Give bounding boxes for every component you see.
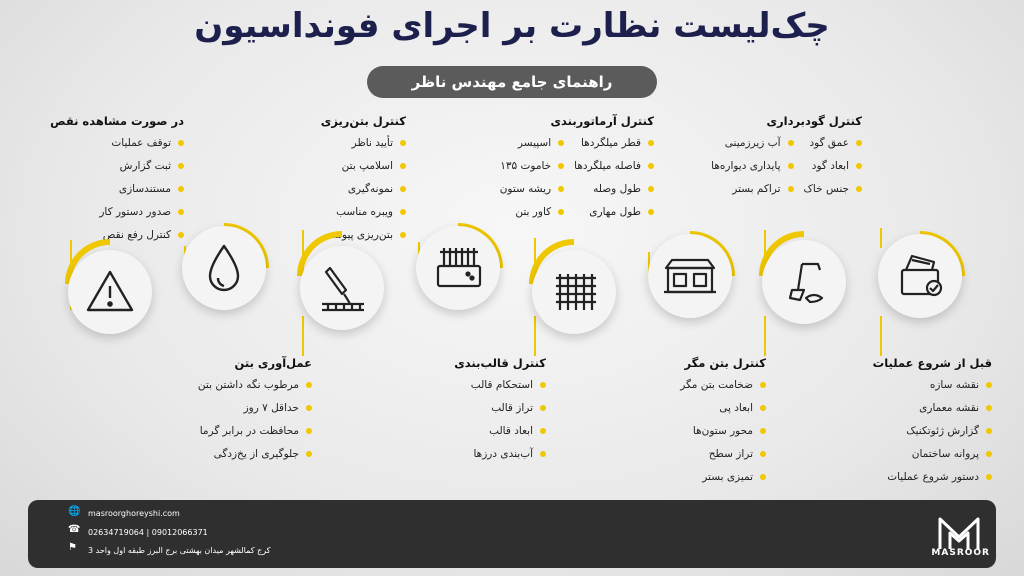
list-item: کنترل رفع نقص <box>50 224 184 247</box>
section-excavation <box>711 114 862 201</box>
list-item: پروانه ساختمان <box>873 443 992 466</box>
section-rebar <box>500 114 654 224</box>
node-formwork <box>416 226 500 310</box>
list-item: کاور بتن <box>500 201 564 224</box>
section-curing <box>198 356 312 466</box>
list-item: مستندسازی <box>50 178 184 201</box>
list-item: تأیید ناظر <box>321 132 406 155</box>
list-item: پایداری دیواره‌ها <box>711 155 793 178</box>
list-item: ویبره مناسب <box>321 201 406 224</box>
phone-icon: ☎ <box>68 524 81 535</box>
list-item: جنس خاک <box>804 178 862 201</box>
footer-website[interactable]: masroorghoreyshi.com <box>88 509 180 518</box>
list-item: ابعاد پی <box>680 397 766 420</box>
list-item: نقشه سازه <box>873 374 992 397</box>
section-title: کنترل بتن مگر <box>684 356 766 370</box>
list-item: ریشه ستون <box>500 178 564 201</box>
list-item: فاصله میلگردها <box>574 155 654 178</box>
list-item: ابعاد قالب <box>454 420 546 443</box>
list-item: حداقل ۷ روز <box>198 397 312 420</box>
node-lean-concrete <box>648 234 732 318</box>
list-item: اسپیسر <box>500 132 564 155</box>
section-title: کنترل بتن‌ریزی <box>320 114 406 128</box>
list-item: تراکم بستر <box>711 178 793 201</box>
section-before-start <box>873 356 992 489</box>
node-curing <box>182 226 266 310</box>
list-item: صدور دستور کار <box>50 201 184 224</box>
excavator-icon <box>762 240 846 324</box>
section-lean-concrete <box>680 356 766 489</box>
list-item: اسلامپ بتن <box>321 155 406 178</box>
list-item: تمیزی بستر <box>680 466 766 489</box>
lean-concrete-icon <box>648 234 732 318</box>
node-pouring <box>300 246 384 330</box>
formwork-icon <box>416 226 500 310</box>
list-item: مرطوب نگه داشتن بتن <box>198 374 312 397</box>
water-drop-icon <box>182 226 266 310</box>
list-item: خاموت ۱۳۵ <box>500 155 564 178</box>
page-subtitle: راهنمای جامع مهندس ناظر <box>367 66 657 98</box>
list-item: طول مهاری <box>574 201 654 224</box>
node-excavation <box>762 240 846 324</box>
list-item: جلوگیری از یخ‌زدگی <box>198 443 312 466</box>
list-item: محور ستون‌ها <box>680 420 766 443</box>
rebar-grid-icon <box>532 250 616 334</box>
footer-phone[interactable]: 02634719064 | 09012066371 <box>88 528 208 537</box>
section-title: در صورت مشاهده نقص <box>50 114 184 128</box>
section-defects <box>50 114 184 247</box>
list-item: بتن‌ریزی پیوسته <box>321 224 406 247</box>
list-item: نمونه‌گیری <box>321 178 406 201</box>
warning-icon <box>68 250 152 334</box>
list-item: توقف عملیات <box>50 132 184 155</box>
list-item: عمق گود <box>804 132 862 155</box>
section-title: کنترل قالب‌بندی <box>454 356 546 370</box>
section-title: عمل‌آوری بتن <box>234 356 312 370</box>
node-rebar <box>532 250 616 334</box>
list-item: آب زیرزمینی <box>711 132 793 155</box>
list-item: تراز قالب <box>454 397 546 420</box>
section-title: کنترل گودبرداری <box>766 114 862 128</box>
list-item: نقشه معماری <box>873 397 992 420</box>
node-before-start <box>878 234 962 318</box>
list-item: دستور شروع عملیات <box>873 466 992 489</box>
list-item: قطر میلگردها <box>574 132 654 155</box>
section-formwork <box>454 356 546 466</box>
concrete-pour-icon <box>300 246 384 330</box>
list-item: ضخامت بتن مگر <box>680 374 766 397</box>
footer-address: کرج کمالشهر میدان بهشتی برج البرز طبقه اول واحد 3 <box>88 546 271 555</box>
list-item: استحکام قالب <box>454 374 546 397</box>
list-item: طول وصله <box>574 178 654 201</box>
documents-icon <box>878 234 962 318</box>
section-title: قبل از شروع عملیات <box>872 356 992 370</box>
list-item: ابعاد گود <box>804 155 862 178</box>
location-pin-icon: ⚑ <box>68 542 77 553</box>
page-title: چک‌لیست نظارت بر اجرای فونداسیون <box>194 6 830 46</box>
section-title: کنترل آرماتوربندی <box>550 114 654 128</box>
brand-logo-text: MASROOR <box>931 548 990 558</box>
node-defects <box>68 250 152 334</box>
list-item: آب‌بندی درزها <box>454 443 546 466</box>
list-item: محافظت در برابر گرما <box>198 420 312 443</box>
list-item: ثبت گزارش <box>50 155 184 178</box>
list-item: تراز سطح <box>680 443 766 466</box>
globe-icon: 🌐 <box>68 506 81 517</box>
list-item: گزارش ژئوتکنیک <box>873 420 992 443</box>
